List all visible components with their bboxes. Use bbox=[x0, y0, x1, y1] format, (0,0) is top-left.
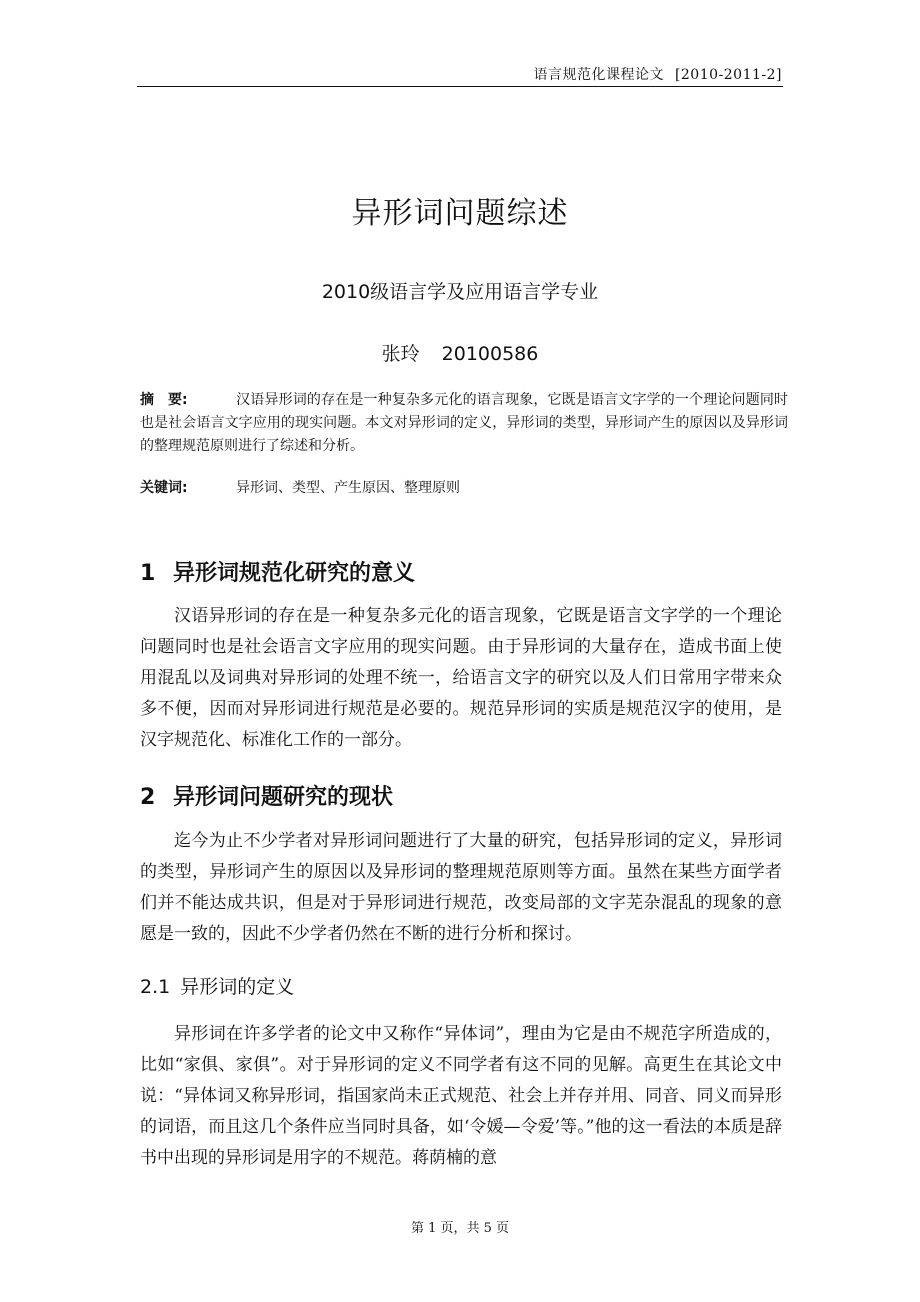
section-title: 异形词问题研究的现状 bbox=[173, 785, 394, 810]
keywords-label: 关键词: bbox=[140, 480, 188, 496]
course-title: 语言规范化课程论文 bbox=[533, 67, 664, 83]
abstract bbox=[140, 389, 788, 458]
header-divider bbox=[137, 86, 783, 87]
section-heading bbox=[140, 780, 393, 811]
abstract-label: 摘 要: bbox=[140, 392, 188, 408]
keywords bbox=[140, 477, 788, 500]
section-number: 2 bbox=[140, 785, 156, 810]
term-label: [2010-2011-2] bbox=[674, 67, 782, 83]
section-title: 异形词规范化研究的意义 bbox=[173, 561, 416, 586]
author-name: 张玲 bbox=[381, 343, 420, 365]
abstract-text: 汉语异形词的存在是一种复杂多元化的语言现象，它既是语言文字学的一个理论问题同时也是社会语言文字应用的现实问题。本文对异形词的定义，异形词的类型，异形词产生的原因以及异形词的整理规范原则进行了综述和分析。 bbox=[140, 392, 788, 454]
keywords-text: 异形词、类型、产生原因、整理原则 bbox=[236, 480, 460, 496]
subsection-heading bbox=[140, 972, 294, 999]
section-paragraph: 迄今为止不少学者对异形词问题进行了大量的研究，包括异形词的定义，异形词的类型，异形词产生的原因以及异形词的整理规范原则等方面。虽然在某些方面学者们并不能达成共识，但是对于异形词进行规范，改变局部的文字芜杂混乱的现象的意愿是一致的，因此不少学者仍然在不断的进行分析和探讨。 bbox=[140, 831, 782, 944]
paper-subtitle: 2010级语言学及应用语言学专业 bbox=[321, 281, 599, 303]
page-footer: 第 1 页，共 5 页 bbox=[410, 1221, 510, 1236]
running-header bbox=[533, 64, 782, 84]
subsection-title: 异形词的定义 bbox=[180, 976, 295, 998]
student-id: 20100586 bbox=[441, 343, 539, 365]
section-heading bbox=[140, 556, 415, 587]
section-number: 1 bbox=[140, 561, 156, 586]
section-paragraph: 汉语异形词的存在是一种复杂多元化的语言现象，它既是语言文字学的一个理论问题同时也是社会语言文字应用的现实问题。由于异形词的大量存在，造成书面上使用混乱以及词典对异形词的处理不统一，给语言文字的研究以及人们日常用字带来众多不便，因而对异形词进行规范是必要的。规范异形词的实质是规范汉字的使用，是汉字规范化、标准化工作的一部分。 bbox=[140, 606, 782, 750]
author-line bbox=[0, 339, 920, 366]
paper-title: 异形词问题综述 bbox=[351, 196, 569, 231]
subsection-number: 2.1 bbox=[140, 976, 171, 998]
subsection-paragraph: 异形词在许多学者的论文中又称作“异体词”，理由为它是由不规范字所造成的，比如“家俱、家俱”。对于异形词的定义不同学者有这不同的见解。高更生在其论文中说：“异体词又称异形词，指国家尚未正式规范、社会上并存并用、同音、同义而异形的词语，而且这几个条件应当同时具备，如‘令媛—令爱’等。”他的这一看法的本质是辞书中出现的异形词是用字的不规范。蒋荫楠的意 bbox=[140, 1024, 782, 1168]
